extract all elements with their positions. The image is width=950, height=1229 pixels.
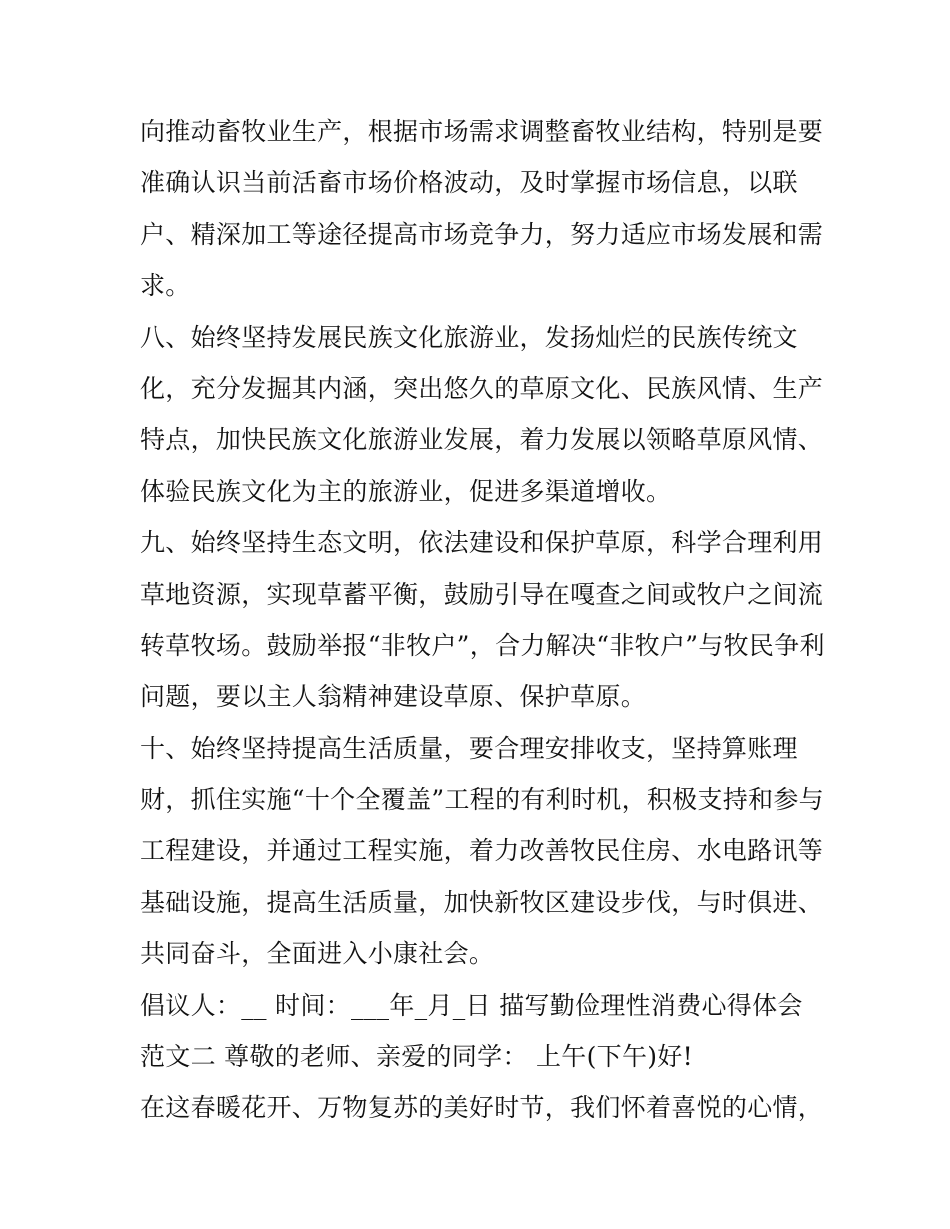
text-line: 草地资源，实现草蓄平衡，鼓励引导在嘎查之间或牧户之间流	[140, 579, 824, 609]
text-line: 工程建设，并通过工程实施，着力改善牧民住房、水电路讯等	[140, 836, 824, 866]
document-body	[140, 106, 825, 1134]
text-line: 在这春暖花开、万物复苏的美好时节，我们怀着喜悦的心情，	[140, 1093, 824, 1123]
text-line: 求。	[140, 271, 191, 301]
text-line: 问题，要以主人翁精神建设草原、保护草原。	[140, 682, 647, 712]
text-line: 向推动畜牧业生产，根据市场需求调整畜牧业结构，特别是要	[140, 117, 824, 146]
text-line: 倡议人：__ 时间：___年_月_日 描写勤俭理性消费心得体会	[140, 990, 803, 1020]
text-line: 化，充分发掘其内涵，突出悠久的草原文化、民族风情、生产	[140, 373, 824, 403]
text-line: 户、精深加工等途径提高市场竞争力，努力适应市场发展和需	[140, 219, 824, 249]
text-line: 准确认识当前活畜市场价格波动，及时掌握市场信息，以联	[140, 168, 798, 198]
text-line: 特点，加快民族文化旅游业发展，着力发展以领略草原风情、	[140, 425, 824, 455]
text-line: 财，抓住实施“十个全覆盖”工程的有利时机，积极支持和参与	[140, 785, 824, 815]
text-line: 基础设施，提高生活质量，加快新牧区建设步伐，与时俱进、	[140, 887, 824, 917]
text-line: 九、始终坚持生态文明，依法建设和保护草原，科学合理利用	[140, 528, 824, 558]
text-line: 转草牧场。鼓励举报“非牧户”，合力解决“非牧户”与牧民争利	[140, 630, 825, 660]
text-line: 体验民族文化为主的旅游业，促进多渠道增收。	[140, 476, 672, 506]
text-line: 范文二 尊敬的老师、亲爱的同学： 上午(下午)好!	[140, 1042, 693, 1072]
text-line: 十、始终坚持提高生活质量，要合理安排收支，坚持算账理	[140, 733, 798, 763]
text-line: 八、始终坚持发展民族文化旅游业，发扬灿烂的民族传统文	[140, 322, 798, 352]
text-line: 共同奋斗，全面进入小康社会。	[140, 939, 495, 969]
